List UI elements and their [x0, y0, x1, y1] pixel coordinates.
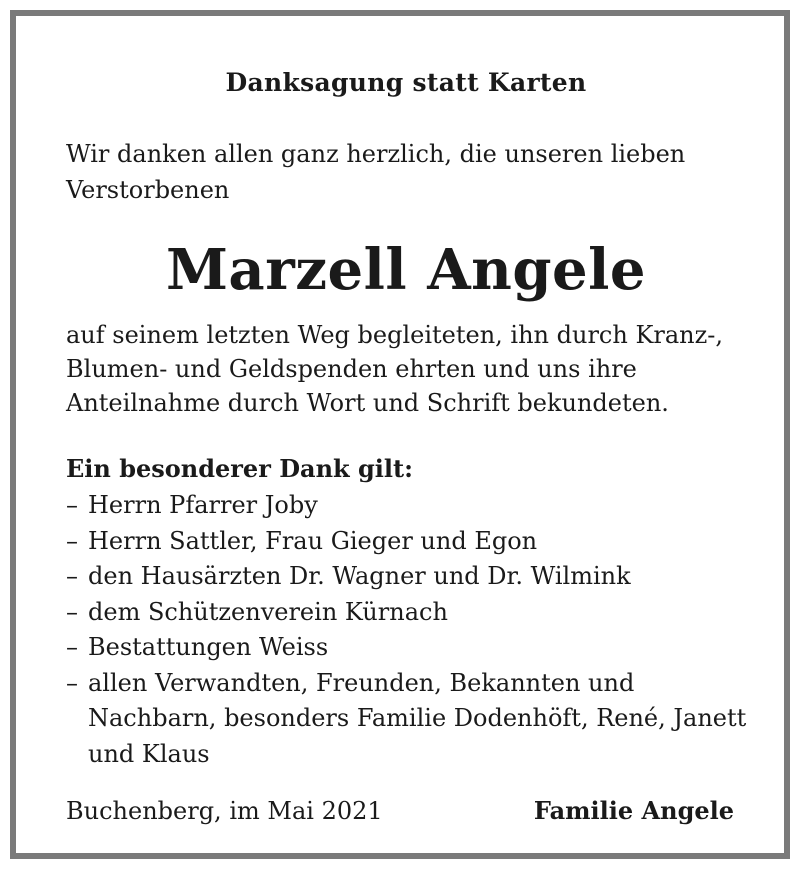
deceased-name: Marzell Angele [165, 237, 647, 303]
list-item [66, 666, 766, 773]
notice-title: Danksagung statt Karten [225, 68, 587, 97]
body-text: auf seinem letzten Weg begleiteten, ihn durch Kranz-, Blumen- und Geldspenden ehrten und uns ihre Anteilnahme durch Wort und Schrift bekundeten. [66, 321, 724, 417]
dash-marker: – [66, 526, 78, 555]
dash-marker: – [66, 491, 78, 519]
signature: Familie Angele [533, 796, 734, 825]
list-item-text: dem Schützenverein Kürnach [88, 597, 448, 626]
thanks-list [66, 488, 766, 772]
dash-marker: – [66, 597, 78, 626]
place-date: Buchenberg, im Mai 2021 [66, 797, 383, 825]
list-item [66, 488, 766, 524]
list-item-text: Herrn Sattler, Frau Gieger und Egon [88, 526, 538, 555]
list-item [66, 630, 766, 666]
dash-marker: – [66, 562, 78, 590]
thanks-heading: Ein besonderer Dank gilt: [66, 454, 413, 483]
list-item [66, 595, 766, 631]
list-item-text: allen Verwandten, Freunden, Bekannten und Nachbarn, besonders Familie Dodenhöft, René, Janett und Klaus [88, 668, 747, 768]
notice-frame [10, 10, 790, 859]
list-item [66, 559, 766, 595]
dash-marker: – [66, 633, 78, 661]
list-item [66, 524, 766, 560]
list-item-text: den Hausärzten Dr. Wagner und Dr. Wilmink [88, 562, 631, 590]
list-item-text: Bestattungen Weiss [88, 633, 329, 661]
dash-marker: – [66, 668, 78, 697]
list-item-text: Herrn Pfarrer Joby [88, 491, 318, 519]
intro-text: Wir danken allen ganz herzlich, die unseren lieben Verstorbenen [66, 140, 686, 204]
